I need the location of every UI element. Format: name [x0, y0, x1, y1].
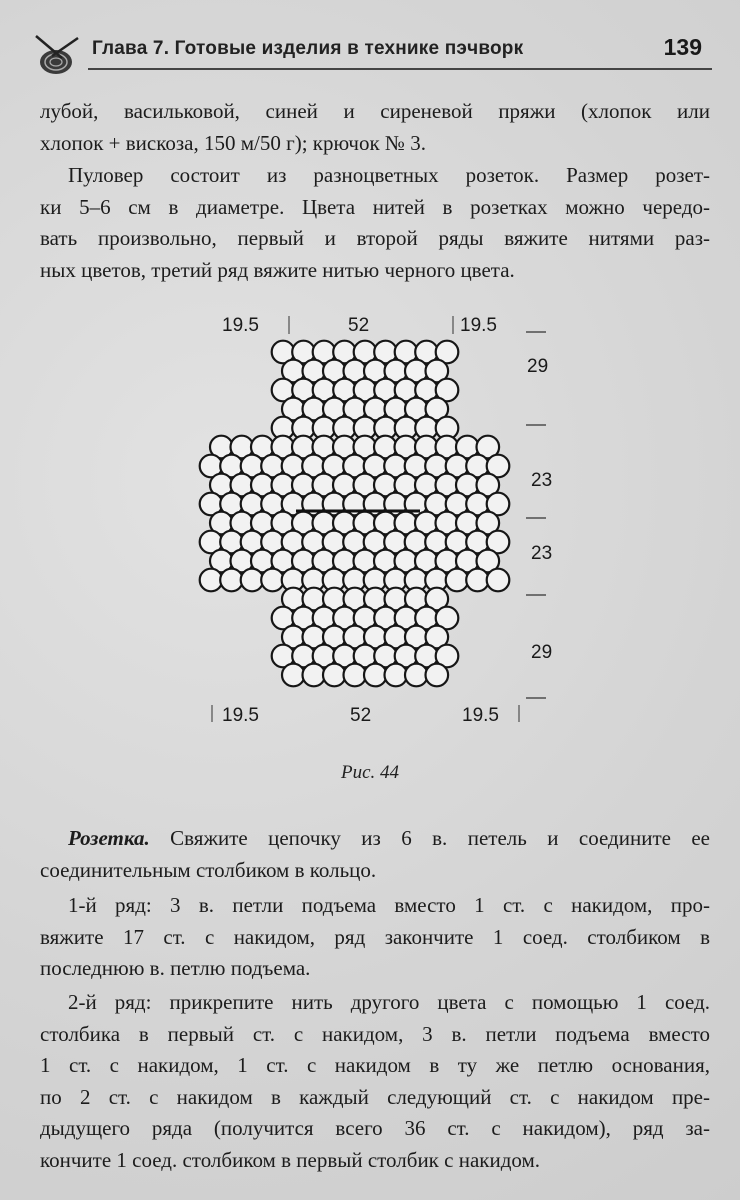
side-label-1: 29: [527, 356, 549, 377]
text-line: лубой, васильковой, синей и сиреневой пряжи (хлопок или: [40, 99, 710, 123]
page-number: 139: [663, 34, 702, 60]
side-label-4: 29: [531, 642, 553, 663]
rosette-circle: [261, 569, 284, 592]
text-line: [40, 823, 710, 855]
text-line: 2-й ряд: прикрепите нить другого цвета с помощью 1 соед.: [68, 990, 710, 1014]
paragraph-description: [40, 160, 710, 286]
text-line: дыдущего ряда (получится всего 36 ст. с накидом), ряд за-: [40, 1116, 710, 1140]
bottom-label-left: 19.5: [222, 705, 259, 726]
rosette-circle: [200, 569, 223, 592]
text-fragment: Свяжите цепочку из 6 в. петель и соедините ее: [149, 826, 710, 850]
side-label-2: 23: [531, 470, 553, 491]
yarn-ball-icon: [32, 32, 80, 76]
top-label-center: 52: [348, 315, 370, 336]
text-line: хлопок + вискоза, 150 м/50 г); крючок № 3.: [40, 130, 426, 155]
text-line: соединительным столбиком в кольцо.: [40, 857, 377, 882]
rosette-circle: [446, 569, 469, 592]
text-line: 1-й ряд: 3 в. петли подъема вместо 1 ст. с накидом, про-: [68, 893, 710, 917]
paragraph-materials: [40, 96, 710, 159]
bottom-label-right: 19.5: [462, 705, 499, 726]
text-line: последнюю в. петлю подъема.: [40, 956, 311, 980]
rosette-circle: [466, 569, 489, 592]
header-rule: [88, 68, 712, 70]
text-line: вать произвольно, первый и второй ряды вяжите нитями раз-: [40, 226, 710, 250]
rosette-circle: [323, 664, 346, 687]
running-title: Глава 7. Готовые изделия в технике пэчворк: [92, 38, 524, 59]
rosette-circle: [426, 664, 449, 687]
text-line: кончите 1 соед. столбиком в первый столбик с накидом.: [40, 1147, 541, 1172]
rosette-circle: [282, 664, 305, 687]
text-line: ных цветов, третий ряд вяжите нитью черного цвета.: [40, 257, 515, 282]
rosette-circle: [385, 664, 408, 687]
side-label-3: 23: [531, 543, 553, 564]
rosette-circle: [220, 569, 243, 592]
text-line: столбика в первый ст. с накидом, 3 в. петли подъема вместо: [40, 1021, 710, 1046]
rosette-heading: Розетка.: [68, 826, 150, 850]
text-line: по 2 ст. с накидом в каждый следующий ст. с накидом пре-: [40, 1084, 710, 1109]
bottom-label-center: 52: [350, 705, 372, 726]
paragraph-row-2: [40, 987, 710, 1176]
figure-44-diagram: [0, 300, 740, 740]
rosette-circle: [405, 664, 428, 687]
paragraph-row-1: [40, 890, 710, 985]
rosette-grid: [200, 341, 510, 687]
figure-caption: Рис. 44: [340, 762, 400, 783]
rosette-circle: [487, 569, 510, 592]
rosette-circle: [344, 664, 367, 687]
text-line: Пуловер состоит из разноцветных розеток. Размер розет-: [68, 163, 710, 187]
text-line: 1 ст. с накидом, 1 ст. с накидом в ту же петлю основания,: [40, 1053, 710, 1077]
top-label-left: 19.5: [222, 315, 259, 336]
text-line: ки 5–6 см в диаметре. Цвета нитей в розетках можно чередо-: [40, 194, 710, 219]
page-header: [28, 28, 712, 78]
rosette-circle: [364, 664, 387, 687]
rosette-circle: [241, 569, 264, 592]
top-label-right: 19.5: [460, 315, 497, 336]
sweater-layout-diagram: [0, 300, 740, 740]
rosette-circle: [303, 664, 326, 687]
paragraph-rosette: [40, 823, 710, 886]
text-line: вяжите 17 ст. с накидом, ряд закончите 1 соед. столбиком в: [40, 924, 710, 949]
